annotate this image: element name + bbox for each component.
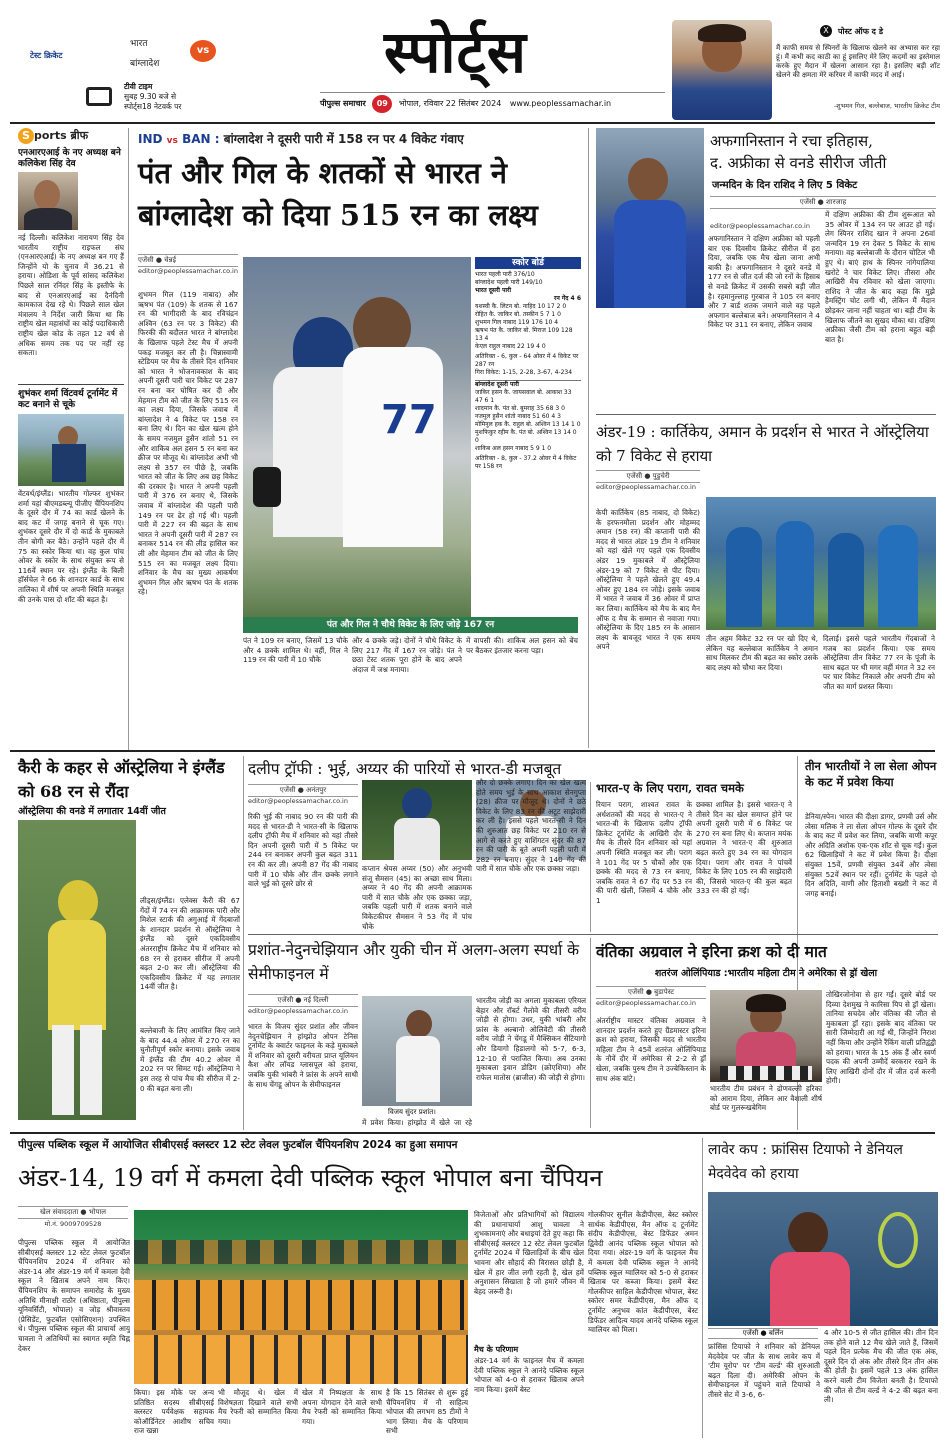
scorecard-extras: अतिरिक्त - 6, कुल - 64 ओवर में 4 विकेट पर 287 रन [475, 353, 579, 368]
parag-body-2: छक्का शामिल है। इससे भारत-ए ने तीसरे दिन का खेल समाप्त होने पर अपनी दूसरी पारी में 6 विकेट पर 270 रन बना लिए थे। कप्तान मयंक अग्रवाल ने भारत-ए की शुरुआत बढ़त करते हुए 34 रन का योगदान दिया। पराग और रावत ने पांचवें विकेट के लिए 105 रन की साझेदारी की, जिससे भारत-ए की कुल बढ़त 333 रन की हो गई। [696, 800, 792, 896]
afghan-subhead: जन्मदिन के दिन राशिद ने लिए 5 विकेट [712, 180, 858, 191]
x-icon: X [820, 25, 832, 37]
vantika-photo [710, 990, 822, 1082]
laver-headline: लावेर कप : फ्रांसिस टियाफो ने डेनियल मेदवेदेव को हराया [708, 1142, 903, 1182]
scorecard-row: मुशफिकुर रहीम कै. पंत बो. अश्विन 13 14 0 0 [475, 429, 577, 444]
football-team-photo [134, 1210, 468, 1384]
sports-brief-column [18, 128, 124, 750]
u19-email: editor@peoplessamachar.co.in [596, 483, 696, 491]
scorecard-row: मोमिनुल हक कै. राहुल बो. अश्विन 13 14 1 0 [475, 421, 581, 428]
team-one: भारत [130, 39, 148, 49]
website: www.peoplessamachar.in [509, 99, 612, 108]
afghan-byline-box [710, 196, 936, 209]
scorecard-fall: गिरा विकेट: 1-15, 2-28, 3-67, 4-234 [475, 369, 573, 376]
lead-byline-box [138, 254, 238, 275]
u19-team-photo [706, 497, 936, 630]
brief-headline-2: शुभंकर शर्मा विंटवर्थ टूर्नामेंट में कट बनाने से चूके [18, 384, 124, 411]
scorecard-row: शादमान कै. पंत बो. बुमराह 35 68 3 0 [475, 405, 565, 412]
lead-kicker: IND vs BAN : बांग्लादेश ने दूसरी पारी में 158 रन पर 4 विकेट गंवाए [138, 132, 464, 146]
football-body-1: पीपुल्स पब्लिक स्कूल में आयोजित सीबीएसई क्लस्टर 12 स्टेट लेवल फुटबॉल चैंपियनशिप 2024 में शनिवार को अंडर-14 और अंडर-19 वर्ग में कमला देवी स्कूल ने खिताब अपने नाम किए। चैंपियनशिप के समापन समारोह के मुख्य अतिथि मीनाक्षी राठौर (अधिष्ठाता, पीपुल्स यूनिवर्सिटी, भोपाल) व जोड़ श्रीवास्तव (प्रेसिडेंट, फुटबॉल एसोसिएशन) उपस्थित थे। पीपुल्स पब्लिक स्कूल की प्राचार्या आयु चावला ने अतिथियों का स्वागत स्मृति चिह्न देकर [18, 1238, 130, 1353]
lead-photo-caption: पंत और गिल ने चौथे विकेट के लिए जोड़े 167 रन [243, 617, 578, 633]
scorecard-line-3: भारत दूसरी पारी [475, 287, 512, 294]
scorecard-line-4: बांग्लादेश दूसरी पारी [475, 380, 581, 389]
kalikesh-photo [18, 172, 78, 230]
brief-headline-1: एनआरएआई के नए अध्यक्ष बने कलिकेश सिंह देव [18, 148, 121, 169]
lead-below-1: पंत ने 109 रन बनाए, जिसमें 13 चौके और 4 छक्के शामिल थे। वहीं, गिल ने 119 रन की पारी में 10 चौके [243, 636, 348, 665]
quote-attribution: -शुभमन गिल, बल्लेबाज, भारतीय क्रिकेट टीम [833, 102, 940, 110]
duleep-body-2: कप्तान श्रेयस अय्यर (50) और अनुभवी संजू सैमसन (45) का अच्छा साथ मिला। अय्यर ने 40 गेंद की अपनी आक्रामक पारी में सात चौके और एक छक्का जड़ा, जबकि पहली पारी में शतक बनाने वाले विकेटकीपर सैमसन ने 53 गेंद में पांच चौके [362, 864, 472, 931]
vs-badge: vs [190, 40, 216, 62]
vantika-byline-box [596, 986, 706, 1007]
three-body: डेनिया/स्पेन। भारत की दीक्षा डागर, प्रणवी उर्स और त्वेसा मलिक ने ला सेला ओपन गोल्फ के दूसरे दौर के बाद कट में प्रवेश कर लिया, जबकि वाणी कपूर और अदिति अशोक एक-एक शॉट से चूक गईं। कुल 62 खिलाड़ियों ने कट में प्रवेश किया है। दीक्षा संयुक्त 15वें, प्रणवी संयुक्त 34वें और त्वेसा संयुक्त 52वें स्थान पर रहीं। टूर्नामेंट के पहले दो दिन अदिति, वाणी और हिताशी बख्शी ने कट में जगह बनाई। [805, 812, 937, 898]
tennis-email: editor@peoplessamachar.co.in [248, 1007, 348, 1015]
brief-badge: S ports ब्रीफ [18, 128, 124, 146]
team-two: बांग्लादेश [130, 59, 160, 69]
tennis-byline-box [248, 994, 358, 1015]
paper-name: पीपुल्स समाचार [320, 99, 366, 108]
dateline: भोपाल, रविवार 22 सितंबर 2024 [398, 99, 502, 108]
football-phone: मो.नं. 9009709528 [44, 1220, 102, 1228]
tennis-body-2: में प्रवेश किया। हांग्झोउ में खेले जा रहे [362, 1118, 472, 1127]
laver-body-1: फ्रांसिस टियाफो ने शनिवार को डेनियल मेदवेदेव पर जीत के साथ लावेर कप में 'टीम यूरोप' पर 'टीम वर्ल्ड' की शुरुआती बढ़त दिला दी। अमेरिकी ओपन के सेमीफाइनल में पहुंचने वाले टियाफो ने तीसरे सेट में 3-6, 6- [708, 1342, 820, 1399]
afghan-body-2: में दक्षिण अफ्रीका की टीम शुरूआत को 35 ओवर में 134 रन पर आउट हो गई। लेग स्पिनर राशिद खान ने अपना 26वां जन्मदिन 19 रन देकर 5 विकेट के साथ मनाया। वह बल्लेबाजी के दौरान चोटिल भी हुए थे। बाएं हाथ के स्पिनर नांगेयालिया खरोटे ने चार विकेट लिए। तीसरा और आखिरी मैच रविवार को खेला जाएगा। राशिद ने जीत के बाद कहा कि मुझे हैमस्ट्रिंग चोट लगी थी, लेकिन मैं मैदान छोड़कर जाना नहीं चाहता था। बड़ी टीम के खिलाफ जीतने का सुखद मौका था। दक्षिण अफ्रीका जैसी टीम को हराना बहुत बड़ी बात है। [825, 210, 935, 344]
scorecard-row: ऋषभ पंत कै. जाकिर बो. मिराज 109 128 13 4 [475, 327, 573, 342]
u19-headline: अंडर-19 : कार्तिकेय, अमान के प्रदर्शन से भारत ने ऑस्ट्रेलिया को 7 विकेट से हराया [596, 423, 929, 465]
lead-below-2: और 4 छक्के जड़े। दोनों ने चौथे विकेट के लिए 217 गेंद में 167 रन जोड़े। पंत ने छठा टेस्ट शतक पूरा होने के बाद अपने अंदाज में जश्न मनाया। [352, 636, 462, 674]
masthead-title: स्पोर्ट्स [384, 18, 527, 86]
pant-gill-photo: 77 [243, 257, 471, 617]
football-body-2: विजेताओं और प्रतिभागियों को विद्यालय की प्रधानाचार्या आशु चावला ने शुभकामनाएं और बधाइयां देते हुए कहा कि सीबीएसई क्लस्टर 12 स्टेट लेवल फुटबॉल टूर्नामेंट 2024 में खिलाड़ियों के बीच खेल भावना और सौहार्द की विरासत छोड़ी है, खेल में हार जीत लगी रहती है, खेल हमें अनुशासन सिखाता है जो हमारे जीवन में बेहद जरूरी है। [474, 1210, 584, 1296]
duleep-headline: दलीप ट्रॉफी : भुई, अय्यर की पारियों से भारत-डी मजबूत [248, 760, 562, 778]
tv-time-start: सुबह 9.30 बजे से [124, 92, 177, 101]
afghan-byline: एजेंसी ● शारजाह [710, 196, 936, 209]
football-result-head: मैच के परिणाम [474, 1345, 519, 1354]
three-headline: तीन भारतीयों ने ला सेला ओपन के कट में प्रवेश किया [805, 759, 937, 789]
vantika-headline: वंतिका अग्रवाल ने इरिना क्रश को दी मात [596, 942, 827, 961]
tennis-byline: एजेंसी ● नई दिल्ली [248, 994, 358, 1007]
lead-email: editor@peoplessamachar.co.in [138, 267, 238, 275]
football-below-1: किया। इस मौके पर अन्य प्रतिष्ठित सदस्य सीबीएसई क्लस्टर पर्यवेक्षक सहायक कोऑर्डिनेटर आशीष सचिव राज खन्ना [134, 1388, 214, 1436]
u19-body-2: तीन अहम विकेट 32 रन पर खो दिए थे, लेकिन यह बल्लेबाज कार्तिकेय ने अमान साथ मिलकर टीम की बढ़त का स्कोर उसके बाद लक्ष्य को चौथा कर दिया। [706, 634, 818, 672]
football-headline: अंडर-14, 19 वर्ग में कमला देवी पब्लिक स्कूल भोपाल बना चैंपियन [18, 1164, 603, 1192]
scorecard-row: जाकिर हसन कै. जायसवाल बो. आकाश 33 47 6 1 [475, 389, 572, 404]
football-kicker: पीपुल्स पब्लिक स्कूल में आयोजित सीबीएसई क्लस्टर 12 स्टेट लेवल फुटबॉल चैंपियनशिप 2024 का हुआ समापन [18, 1139, 458, 1151]
football-body-4: गोलकीपर सुनील केडीपीएस, बेस्ट स्कोरर सार्थक केडीपीएस, मैन ऑफ द टूर्नामेंट संदीप केडीपीएस, बेस्ट डिफेंडर अमन द्विवेदी आनंद पब्लिक स्कूल भोपाल को दिया गया। अंडर-19 वर्ग के फाइनल मैच में कमला देवी पब्लिक स्कूल ने आनंदे पब्लिक स्कूल ग्वालियर को 5-0 से हराकर खिताब पर कब्जा किया। इसमें बेस्ट गोलकीपर साहिल केडीपीएस भोपाल, बेस्ट स्कोरर समर केडीपीएस, मैन ऑफ द टूर्नामेंट अनुभव कांत केडीपीएस, बेस्ट डिफेंडर आदित्य यादव आनंदे पब्लिक स्कूल ग्वालियर को मिला। [588, 1210, 698, 1335]
carey-photo [18, 820, 136, 1120]
scorecard-extras-2: अतिरिक्त - 8, कुल - 37.2 ओवर में 4 विकेट पर 158 रन [475, 455, 577, 470]
brief-text-2: वेंटवर्थ/इंग्लैंड। भारतीय गोल्फर शुभंकर शर्मा यहां बीएमडब्ल्यू पीजीए चैंपियनशिप के दूसरे दौर में 74 का कार्ड खेलने के बाद कट में जगह बनाने से चूक गए। शुभंकर दूसरे दौर में दो कार्ड के मुकाबले तीन बोगी कर बैठे। उन्होंने पहले दौर में 75 का स्कोर किया था। वह कुल पांच ओवर के स्कोर के साथ संयुक्त रूप से 116वें स्थान पर रहे। इंग्लैंड के बिली हॉर्सचेल ने 66 के शानदार कार्ड के साथ तालिका में शीर्ष पर अपनी स्थिति मजबूत की उनके पास दो शॉट की बढ़त है। [18, 489, 124, 604]
scorecard-cols: रन गेंद 4 6 [554, 295, 581, 302]
tv-time-channel: स्पोर्ट्स18 नेटवर्क पर [124, 102, 182, 111]
u19-byline: एजेंसी ● पुडुचेरी [596, 470, 700, 483]
quote-text: मैं काफी समय से स्पिनरों के खिलाफ खेलने का अभ्यास कर रहा हूं। मैं कभी कद काठी का हूं इसलिए मेरे लिए कदमों का इस्तेमाल करके हुए मैदान में खेलना आसान रहा है। इसलिए बड़ी शॉट खेलने की क्षमता मेरे करियर में काफी मदद में आई। [776, 44, 940, 79]
carey-headline: कैरी के कहर से ऑस्ट्रेलिया ने इंग्लैंड को 68 रन से रौंदा [18, 758, 225, 801]
duleep-byline-box [248, 784, 358, 805]
duleep-body-3: और दो छक्के लगाए। दिन का खेल खत्म होते समय भुई के साथ आकाश सेनगुप्ता (28) क्रीज पर मौजूद थे। दोनों ने छठे विकेट के लिए 83 रन की अटूट साझेदारी कर ली है। इससे पहले भारत-सी ने दिन की शुरुआत छह विकेट पर 210 रन से आगे से करते हुए वाशिंगटन सुंदर की 87 रन की पारी के बूते अपनी पहली पारी में 282 रन बनाए। सुंदर ने 140 गेंद की पारी में सात चौके और एक छक्का जड़ा। [476, 778, 586, 874]
football-below-3: खेल में निष्पक्षता के साथ अपना योगदान देने वाले सभी मैच रेफरी को सम्मानित किया गया। [302, 1388, 382, 1426]
shubhankar-photo [18, 414, 124, 486]
vantika-byline: एजेंसी ● बुडापेस्ट [596, 986, 706, 999]
gill-portrait [672, 20, 772, 120]
scorecard-row: शुभमन गिल नाबाद 119 176 10 4 [475, 319, 559, 326]
vantika-body-1: अंतर्राष्ट्रीय मास्टर वंतिका अग्रवाल ने शानदार प्रदर्शन करते हुए ग्रैंडमास्टर इरिना क्रश को हराया, जिसकी मदद से भारतीय महिला टीम ने 45वें शतरंज ओलिंपियाड के नौवें दौर में अमेरिका से 2-2 से ड्रॉ खेला, जबकि पुरुष टीम ने उज्बेकिस्तान के साथ अंक बांटे। [596, 1016, 706, 1083]
scorecard-row: यशस्वी कै. लिटन बो. नाहिद 10 17 2 0 [475, 303, 567, 310]
carey-body: लीड्स/इंग्लैंड। एलेक्स कैरी की 67 गेंदों में 74 रन की आक्रामक पारी और मिशेल स्टार्क की अगुआई में गेंदबाजों के शानदार प्रदर्शन से ऑस्ट्रेलिया ने इंग्लैंड को दूसरे एकदिवसीय अंतरराष्ट्रीय क्रिकेट मैच में शनिवार को 68 रन से हराकर सीरीज में अपनी बढ़त 2-0 कर ली। ऑस्ट्रेलिया की एकदिवसीय क्रिकेट में यह लगातार 14वीं जीत है। [140, 896, 240, 992]
football-byline-box [18, 1206, 128, 1228]
vantika-email: editor@peoplessamachar.co.in [596, 999, 696, 1007]
tv-time-box [124, 82, 254, 112]
parag-headline: भारत-ए के लिए पराग, रावत चमके [596, 781, 744, 795]
tv-icon [86, 87, 112, 106]
duleep-body-1: रिकी भुई की नाबाद 90 रन की पारी की मदद से भारत-डी ने भारत-सी के खिलाफ दलीप ट्रॉफी मैच में शनिवार को यहां तीसरे दिन अपनी दूसरी पारी में 5 विकेट पर 244 रन बनाकर अपनी कुल बढ़त 311 रन की कर ली। अपनी 87 गेंद की नाबाद पारी में 10 चौके और तीन छक्के लगाने वाले भुई को दूसरे छोर से [248, 812, 358, 889]
scorecard-line-2: बांग्लादेश पहली पारी 149/10 [475, 279, 543, 286]
tiafoe-photo [708, 1192, 938, 1326]
header [0, 0, 945, 122]
page-number: 09 [372, 95, 392, 113]
masthead-bar [320, 92, 665, 114]
carey-body-2: बल्लेबाजी के लिए आमंत्रित किए जाने के बाद 44.4 ओवर में 270 रन का चुनौतीपूर्ण स्कोर बनाया। इसके जवाब में इंग्लैंड की टीम 40.2 ओवर में 202 रन पर सिमट गई। ऑस्ट्रेलिया ने इस तरह से पांच मैच की सीरीज में 2-0 की बढ़त बना ली। [140, 1026, 240, 1093]
parag-body-1: रियान पराग, शाश्वत रावत के अर्धशतकों की मदद से भारत-ए ने भारत-बी के खिलाफ दलीप ट्रॉफी क्रिकेट टूर्नामेंट के आखिरी दौर के मैच के तीसरे दिन शनिवार को यहां अपनी स्थिति मजबूत कर ली। पराग ने 101 गेंद पर 5 चौकों और एक छक्के की मदद से 73 रन बनाए, जबकि रावत ने 67 गेंद पर 53 रन की पारी खेली, जिसमें 4 चौके और 1 [596, 800, 692, 905]
football-byline: खेल संवाददाता ● भोपाल [18, 1206, 128, 1219]
scorecard-line-1: भारत पहली पारी 376/10 [475, 271, 535, 278]
rashid-photo [596, 128, 704, 308]
laver-byline: एजेंसी ● बर्लिन [708, 1328, 818, 1339]
afghan-headline-1: अफगानिस्तान ने रचा इतिहास, [710, 132, 873, 150]
afghan-headline-2: द. अफ्रीका से वनडे सीरीज जीती [710, 154, 887, 172]
scorecard-row: रोहित कै. जाकिर बो. तस्कीन 5 7 1 0 [475, 311, 561, 318]
vantika-subhead: शतरंज ओलिंपियाड :भारतीय महिला टीम ने अमेरिका से ड्रॉ खेला [654, 968, 878, 979]
tennis-headline: प्रशांत-नेदुनचेझियान और युकी चीन में अलग-अलग स्पर्धा के सेमीफाइनल में [248, 941, 580, 983]
laver-body-2: 4 और 10-5 से जीत हासिल की। तीन दिन तक होने वाले 12 मैच खेले जाते हैं, जिसमें पहले दिन प्रत्येक मैच की जीत एक अंक, दूसरे दिन दो अंक और तीसरे दिन तीन अंक की होती है। इसमें पहले 13 अंक हासिल करने वाली टीम विजेता बनती है। टियाफो की जीत से टीम वर्ल्ड ने 4-2 की बढ़त बना ली। [824, 1328, 938, 1405]
scorecard-row: केएल राहुल नाबाद 22 19 4 0 [475, 343, 546, 350]
u19-body-3: दिलाई। इससे पहले भारतीय गेंदबाजों ने गजब का प्रदर्शन किया। एक समय ऑस्ट्रेलिया तीन विकेट 77 रन के पूंजी के साथ बढ़त पर थी मगर वहीं मंगत ने 32 रन पर चार विकेट निकाले और अपनी टीम को जीत का मार्ग प्रशस्त किया। [823, 634, 935, 691]
tennis-body-1: भारत के विजय सुंदर प्रशांत और जीवन नेदुनचेझियान ने हांग्झोउ ओपन टेनिस टूर्नामेंट के क्वार्टर फाइनल के कड़े मुकाबले में शनिवार को दूसरी वरीयता प्राप्त यूलियन कैश और लॉयड ग्लासपूल को हराया, जबकि युकी भांबरी ने फ्रांस के अपने साथी के साथ चेंगडू ओपन के सेमीफाइनल [248, 1022, 358, 1089]
scorecard-row: नजमुल हुसैन शांतो नाबाद 51 60 4 3 [475, 413, 561, 420]
duleep-email: editor@peoplessamachar.co.in [248, 797, 348, 805]
lead-headline: पंत और गिल के शतकों से भारत ने बांग्लादेश को दिया 515 रन का लक्ष्य [138, 156, 538, 232]
tv-time-label: टीवी टाइम [124, 82, 153, 91]
prashant-photo [362, 996, 472, 1106]
u19-byline-box [596, 470, 700, 491]
lead-byline: एजेंसी ● चेन्नई [138, 254, 238, 267]
afghan-body-1: अफगानिस्तान ने दक्षिण अफ्रीका को पहली बार एक दिवसीय क्रिकेट सीरीज में हरा दिया, जबकि एक मैच खेला जाना अभी बाकी है। अफगानिस्तान ने दूसरे वनडे में 177 रन से जीत दर्ज की जो रनों के हिसाब से वनडे क्रिकेट में उसकी सबसे बड़ी जीत है। रहमानुल्लाह गुरबाज ने 105 रन बनाए और 7 बार्ड शतक जमाने वाले वह पहले अफगान बल्लेबाज बने। अफगानिस्तान ने 4 विकेट पर 311 रन बनाए, लेकिन जवाब [708, 234, 820, 330]
scorecard-row: शाकिब अल हसन नाबाद 5 9 1 0 [475, 445, 552, 452]
football-below-2: भी मौजूद थे। खेल में विशेषज्ञता दिखाने वाले सभी मैच रेफरी को सम्मानित किया गया। [218, 1388, 298, 1426]
football-below-4: है कि 15 सितंबर से शुरू हुई चैंपियनशिप में नौ साहित्य भोपाल की लगभग 85 टीमों ने भाग लिया। मैच के परिणाम सभी [386, 1388, 468, 1436]
scorecard [475, 257, 581, 615]
post-label: पोस्ट ऑफ द डे [838, 27, 883, 36]
lead-below-3: में वापसी की। शाकिब अल हसन को बेंच पर बैठकर इंतजार करना पड़ा। [466, 636, 578, 655]
lead-body: शुभमन गिल (119 नाबाद) और ऋषभ पंत (109) के शतक से 167 रन की भागीदारी के बाद रविचंद्रन अश्विन (63 रन पर 3 विकेट) की फिरकी की बदौलत भारत ने बांग्लादेश के खिलाफ पहले टेस्ट मैच में अपनी पकड़ मजबूत कर ली है। चिन्नास्वामी स्टेडियम पर मैच के तीसरे दिन शनिवार को भारत ने भोजनावकाश के बाद अपनी दूसरी पारी चार विकेट पर 287 रन बना कर घोषित कर दी और मेहमान टीम को जीत के लिए 515 रन का लक्ष्य दिया, जिसके जवाब में बांग्लादेश ने 4 विकेट पर 158 रन बना लिए थे। दिन का खेल खत्म होने के समय नजमुल हुसैन शांतो 51 रन और शाकिब अल हसन 5 रन बना कर क्रीज पर मौजूद थे। बांग्लादेश अभी भी लक्ष्य से 357 रन पीछे है, जबकि भारत को जीत के लिए अब छह विकेट की दरकार है। भारत ने अपनी पहली पारी में 376 रन बनाए थे, जिसके जवाब में बांग्लादेश की पहली पारी 149 रन पर ढेर हो गई थी। पहली पारी में 227 रन की बढ़त के साथ भारत ने अपनी दूसरी पारी में 287 रन बनाकर 514 रन की लीड हासिल कर ली और मेहमान टीम को जीत के लिए 515 रन का मजबूत लक्ष्य दिया। शनिवार के मैच का मुख्य आकर्षण शुभमन गिल और ऋषभ पंत के शतक रहे। [138, 290, 238, 597]
vantika-body-2: तोखिरजोनोवा से हार गईं। दूसरे बोर्ड पर दिव्या देशमुख ने कारिसा यिप से ड्रॉ खेला। तानिया सचदेव और वंतिका की जीत से मुकाबला ड्रॉ रहा। इसके बाद वंतिका पर सारी जिम्मेदारी आ गई थी, जिन्होंने निराश नहीं किया और उन्होंने रैंकिंग वाली प्रतिद्वंद्वी को हराया। भारत के 15 अंक हैं और स्वर्ण पदक की अपनी उम्मीदें बरकरार रखने के लिए आखिरी दोनों दौर में जीत दर्ज करनी होगी। [826, 990, 936, 1086]
scorecard-title: स्कोर बोर्ड [475, 257, 581, 269]
u19-body-1: केपी कार्तिकेय (85 नाबाद, दो विकेट) के हरफनमौला प्रदर्शन और मोहम्मद अमान (58 रन) की कप्तानी पारी की मदद से भारत अंडर 19 टीम ने शनिवार को यहां खेले गए पहले एक दिवसीय अंडर 19 मुकाबले में ऑस्ट्रेलिया अंडर-19 को 7 विकेट से पीट दिया। ऑस्ट्रेलिया ने पहले खेलते हुए 49.4 ओवर हुए 184 रन जोड़े। इसके जवाब में भारत ने जवाब में 36 ओवर में प्राप्त कर लिया। कार्तिकेय को मैच के बाद मैन ऑफ द मैच के सम्मान से नवाजा गया। ऑस्ट्रेलिया के दिए 185 रन के आसान लक्ष्य के बावजूद भारत ने एक समय अपने [596, 508, 700, 652]
duleep-byline: एजेंसी ● अनंतपुर [248, 784, 358, 797]
afghan-email: editor@peoplessamachar.co.in [710, 222, 810, 230]
bhui-photo [362, 780, 472, 860]
test-label: टेस्ट क्रिकेट [30, 51, 63, 60]
tennis-body-3: भारतीय जोड़ी का अगला मुकाबला एरियल बेहार और रॉबर्ट गैलोवे की तीसरी वरीय जोड़ी से होगा। उधर, युकी भांबरी और फ्रांस के अल्बानो ओलिवेटी की तीसरी वरीय जोड़ी ने चेंगडू में मैक्सिकन सैंटियागो और डियागो हिडालगो को 5-7, 6-3, 12-10 से पराजित किया। अब उनका मुकाबला इवान डोडिग (क्रोएशिया) और राफेल मातोस (ब्राजील) की जोड़ी से होगा। [476, 996, 586, 1082]
vantika-photo-caption: भारतीय टीम प्रबंधन ने द्रोणवल्ली हरिका को आराम दिया, लेकिन आर वैशाली शीर्ष बोर्ड पर गुलरूखबेगिम [710, 1084, 822, 1113]
football-body-3: अंडर-14 वर्ग के फाइनल मैच में कमला देवी पब्लिक स्कूल ने आनंदे पब्लिक स्कूल भोपाल को 4-0 से हराकर खिताब अपने नाम किया। इसमें बेस्ट [474, 1356, 584, 1394]
prashant-caption: विजय सुंदर प्रशांत। [388, 1108, 436, 1116]
brief-text-1: नई दिल्ली। कलिकेश नारायण सिंह देव भारतीय राष्ट्रीय राइफल संघ (एनआरएआई) के नए अध्यक्ष बन गए हैं जिन्होंने यो के चुनाव में 36.21 से हराया। ओडिशा के पूर्व सांसद कलिकेश पिछले साल रनिंदर सिंह के इस्तीफे के बाद से एनआरएआई का दैनंदिनी कामकाज देख रहे थे। पिछले साल खेल मंत्रालय ने निर्देश जारी किया था कि राष्ट्रीय खेल महासंघों का कोई पदाधिकारी राष्ट्रीय खेल कोड के तहत 12 वर्ष से अधिक समय तक पद पर नहीं रह सकता। [18, 233, 124, 358]
carey-subhead: ऑस्ट्रेलिया की वनडे में लगातार 14वीं जीत [18, 806, 166, 817]
